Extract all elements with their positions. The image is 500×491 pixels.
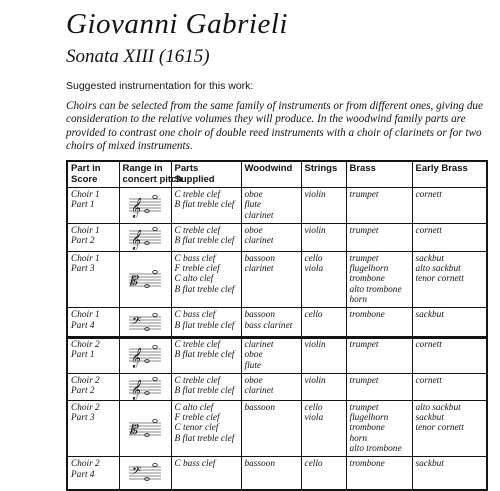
cell-range [119, 400, 171, 456]
header-woodwind: Woodwind [241, 161, 301, 188]
cell-range [119, 373, 171, 400]
cell-brass: trombone [346, 457, 412, 490]
intro-paragraph: Choirs can be selected from the same family of instruments or from different ones, giving due consideration to the relative volumes they will produce. In the woodwind family parts are provided to contrast one choir of double reed instruments with a choir of clarinets or for two choirs of mixed instruments. [66, 100, 483, 152]
cell-early-brass: cornett [412, 188, 487, 224]
header-strings: Strings [301, 161, 346, 188]
range-note [153, 419, 158, 422]
cell-early-brass: sackbut [412, 457, 487, 490]
table-row [67, 457, 487, 490]
range-note [153, 377, 158, 380]
range-note [153, 228, 158, 231]
cell-range [119, 337, 171, 373]
cell-strings: violin [301, 223, 346, 251]
cell-range [119, 457, 171, 490]
cell-parts-supplied: C bass clef B flat treble clef [171, 308, 241, 338]
bass-clef-icon [127, 312, 163, 334]
cell-woodwind: clarinet oboe flute [241, 337, 301, 373]
range-note [153, 464, 158, 467]
table-row [67, 188, 487, 224]
cell-early-brass: sackbut [412, 308, 487, 338]
table-row [67, 308, 487, 338]
cell-part: Choir 1 Part 1 [67, 188, 119, 224]
cell-woodwind: bassoon [241, 457, 301, 490]
cell-strings: cello viola [301, 400, 346, 456]
cell-part: Choir 2 Part 1 [67, 337, 119, 373]
cell-strings: cello [301, 308, 346, 338]
treble-clef-icon [127, 194, 163, 219]
section-heading: Suggested instrumentation for this work: [66, 80, 254, 92]
cell-brass: trumpet [346, 373, 412, 400]
cell-woodwind: oboe clarinet [241, 223, 301, 251]
cell-parts-supplied: C treble clef B flat treble clef [171, 337, 241, 373]
svg-text:𝄡: 𝄡 [130, 273, 138, 289]
cell-early-brass: cornett [412, 223, 487, 251]
cell-brass: trumpet flugelhorn trombone alto trombone horn [346, 251, 412, 307]
treble-clef-icon [127, 226, 163, 251]
cell-part: Choir 1 Part 3 [67, 251, 119, 307]
alto-clef-icon [127, 269, 163, 291]
cell-woodwind: bassoon bass clarinet [241, 308, 301, 338]
cell-part: Choir 1 Part 2 [67, 223, 119, 251]
cell-brass: trumpet [346, 223, 412, 251]
header-part: Part in Score [67, 161, 119, 188]
table-row [67, 400, 487, 456]
cell-strings: violin [301, 188, 346, 224]
cell-strings: violin [301, 337, 346, 373]
cell-woodwind: oboe flute clarinet [241, 188, 301, 224]
instrumentation-table-choir-1 [66, 160, 488, 339]
header-early-brass: Early Brass [412, 161, 487, 188]
cell-woodwind: bassoon clarinet [241, 251, 301, 307]
cell-strings: cello viola [301, 251, 346, 307]
cell-early-brass: cornett [412, 337, 487, 373]
page-title: Giovanni Gabrieli [66, 8, 288, 40]
cell-part: Choir 2 Part 3 [67, 400, 119, 456]
table-row [67, 251, 487, 307]
cell-strings: cello [301, 457, 346, 490]
cell-early-brass: cornett [412, 373, 487, 400]
svg-text:𝄞: 𝄞 [130, 230, 141, 251]
cell-brass: trumpet [346, 188, 412, 224]
cell-range [119, 223, 171, 251]
cell-early-brass: alto sackbut sackbut tenor cornett [412, 400, 487, 456]
cell-range [119, 308, 171, 338]
cell-range [119, 188, 171, 224]
cell-early-brass: sackbut alto sackbut tenor cornett [412, 251, 487, 307]
cell-brass: trumpet [346, 337, 412, 373]
cell-part: Choir 2 Part 2 [67, 373, 119, 400]
cell-parts-supplied: C alto clef F treble clef C tenor clef B flat treble clef [171, 400, 241, 456]
cell-parts-supplied: C bass clef [171, 457, 241, 490]
bass-clef-icon [127, 462, 163, 484]
cell-parts-supplied: C treble clef B flat treble clef [171, 373, 241, 400]
table-row [67, 337, 487, 373]
table-row [67, 223, 487, 251]
cell-part: Choir 1 Part 4 [67, 308, 119, 338]
svg-text:𝄢: 𝄢 [130, 314, 140, 331]
cell-parts-supplied: C treble clef B flat treble clef [171, 223, 241, 251]
svg-text:𝄡: 𝄡 [130, 422, 138, 438]
cell-parts-supplied: C treble clef B flat treble clef [171, 188, 241, 224]
range-note [153, 270, 158, 273]
svg-text:𝄞: 𝄞 [130, 379, 141, 400]
cell-range [119, 251, 171, 307]
instrumentation-table-choir-2 [66, 336, 488, 491]
range-note [153, 313, 158, 316]
range-note [153, 196, 158, 199]
range-note [153, 346, 158, 349]
table-header-row [67, 161, 487, 188]
treble-clef-icon [127, 376, 163, 398]
header-range: Range in concert pitch [119, 161, 171, 188]
cell-brass: trumpet flugelhorn trombone horn alto trombone [346, 400, 412, 456]
cell-part: Choir 2 Part 4 [67, 457, 119, 490]
cell-woodwind: bassoon [241, 400, 301, 456]
header-parts-supplied: Parts Supplied [171, 161, 241, 188]
svg-text:𝄞: 𝄞 [130, 348, 141, 369]
cell-strings: violin [301, 373, 346, 400]
cell-parts-supplied: C bass clef F treble clef C alto clef B flat treble clef [171, 251, 241, 307]
alto-clef-icon [127, 418, 163, 440]
svg-text:𝄞: 𝄞 [130, 198, 141, 219]
cell-brass: trombone [346, 308, 412, 338]
svg-text:𝄢: 𝄢 [130, 465, 140, 482]
table-row [67, 373, 487, 400]
header-brass: Brass [346, 161, 412, 188]
treble-clef-icon [127, 344, 163, 369]
page-subtitle: Sonata XIII (1615) [66, 46, 210, 67]
cell-woodwind: oboe clarinet [241, 373, 301, 400]
